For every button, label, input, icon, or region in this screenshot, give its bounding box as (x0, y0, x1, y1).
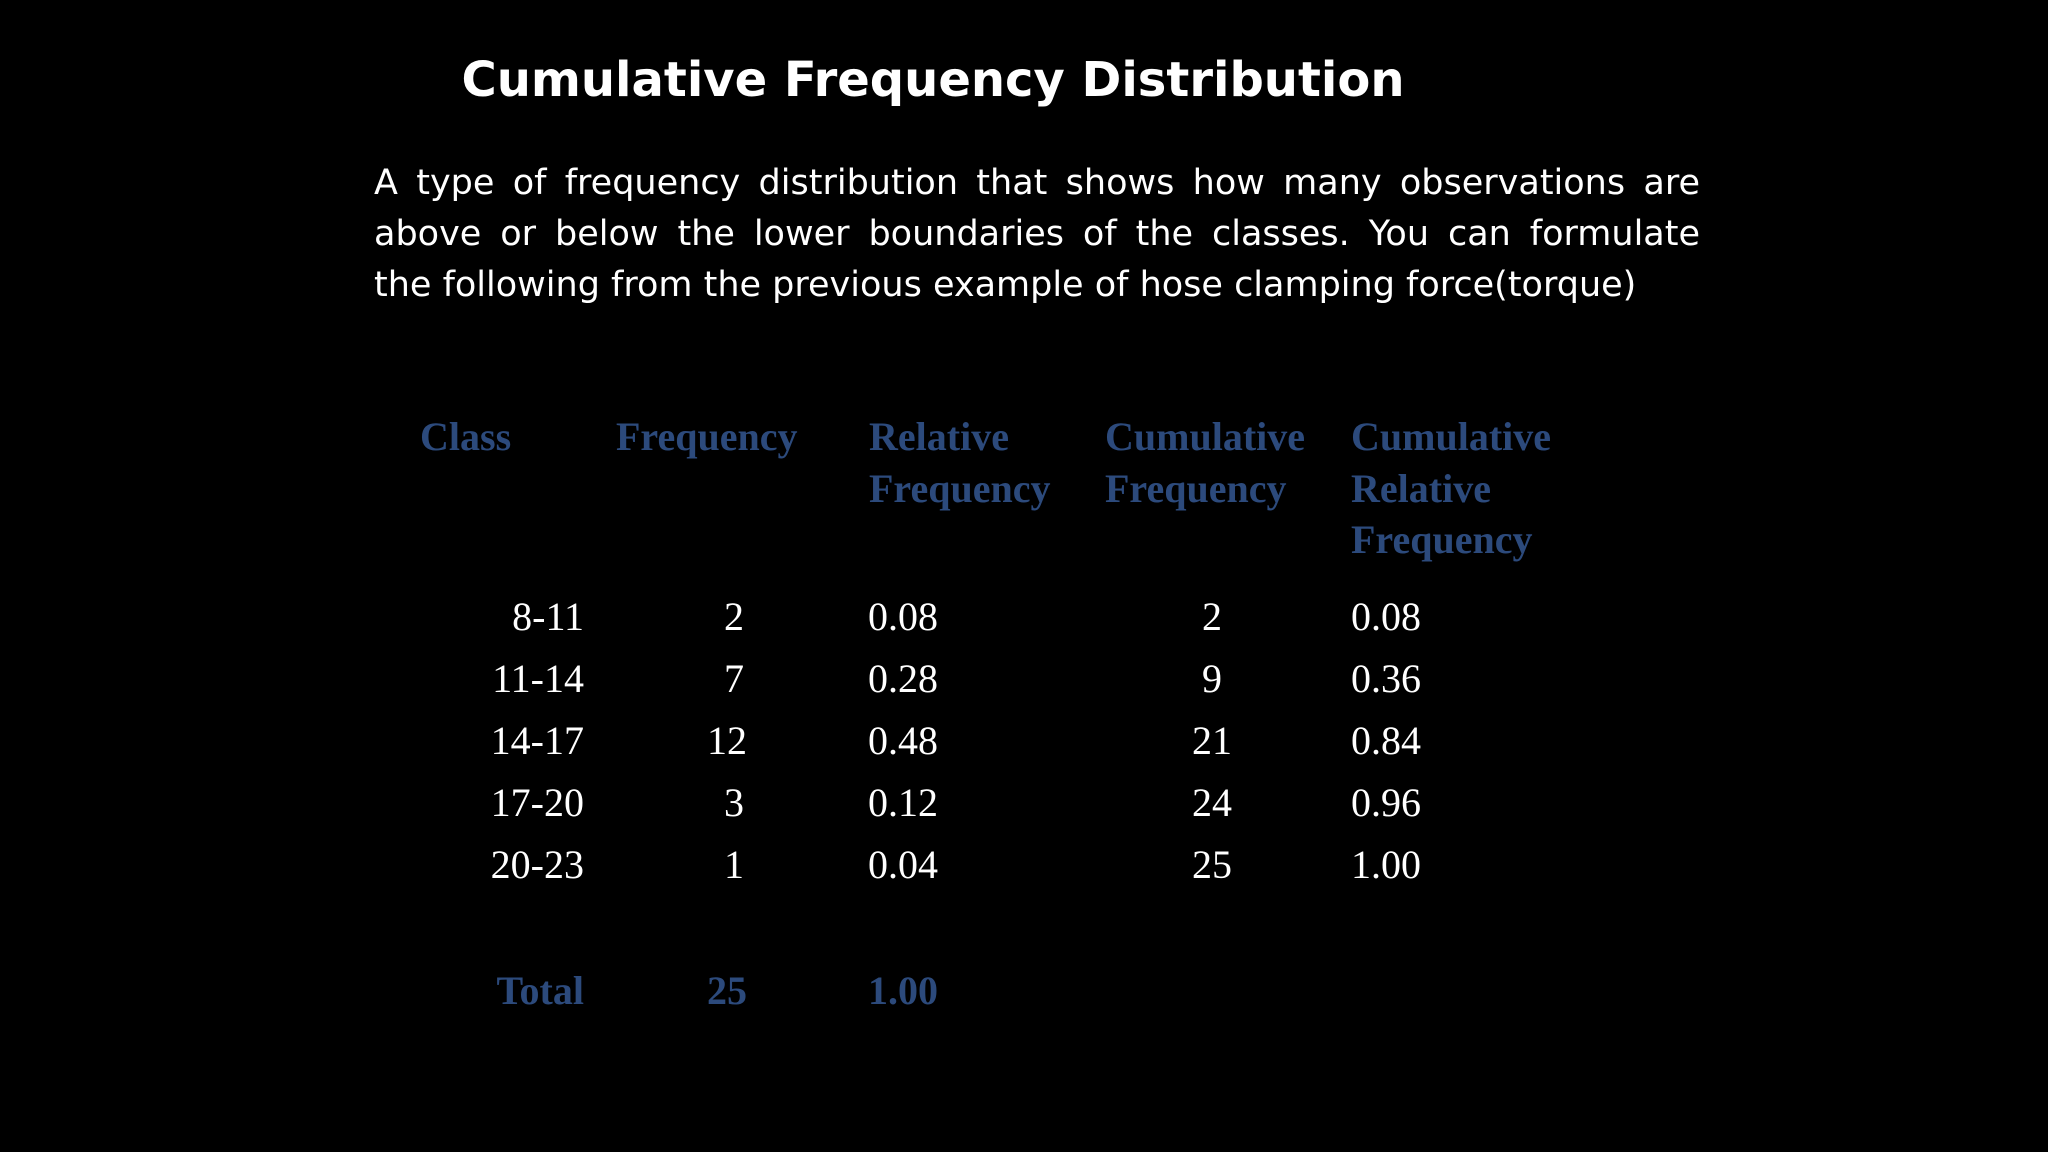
header-cumulative-relative-frequency: Cumulative Relative Frequency (1351, 414, 1551, 562)
cell-relative-frequency: 0.04 (868, 842, 938, 887)
cell-cumulative-relative-frequency: 0.84 (1351, 718, 1421, 763)
total-relative-frequency: 1.00 (868, 968, 938, 1013)
description-paragraph (374, 158, 1700, 311)
cell-relative-frequency: 0.08 (868, 594, 938, 639)
cell-cumulative-frequency: 21 (1192, 718, 1232, 763)
total-frequency: 25 (707, 968, 747, 1013)
cell-class: 14-17 (490, 718, 584, 763)
slide-title: Cumulative Frequency Distribution (461, 52, 1405, 108)
header-class: Class (420, 414, 512, 459)
header-frequency: Frequency (616, 414, 798, 459)
header-cumulative-frequency: Cumulative Frequency (1105, 414, 1305, 511)
cell-cumulative-frequency: 24 (1192, 780, 1232, 825)
cell-relative-frequency: 0.28 (868, 656, 938, 701)
description-line: the following from the previous example of hose clamping force(torque) (374, 265, 1637, 305)
cell-cumulative-frequency: 9 (1202, 656, 1222, 701)
header-relative-frequency: Relative Frequency (869, 414, 1051, 511)
cell-class: 8-11 (512, 594, 584, 639)
cell-frequency: 3 (724, 780, 744, 825)
cell-frequency: 12 (707, 718, 747, 763)
cell-cumulative-relative-frequency: 0.96 (1351, 780, 1421, 825)
total-label: Total (496, 968, 584, 1013)
cell-class: 11-14 (492, 656, 584, 701)
cell-relative-frequency: 0.12 (868, 780, 938, 825)
cell-class: 20-23 (490, 842, 584, 887)
description-line: above or below the lower boundaries of the classes. You can formulate (374, 214, 1700, 254)
description-line: A type of frequency distribution that shows how many observations are (374, 163, 1700, 203)
cell-cumulative-relative-frequency: 0.08 (1351, 594, 1421, 639)
cell-frequency: 2 (724, 594, 744, 639)
cell-frequency: 7 (724, 656, 744, 701)
cell-relative-frequency: 0.48 (868, 718, 938, 763)
cell-cumulative-relative-frequency: 1.00 (1351, 842, 1421, 887)
cell-cumulative-frequency: 25 (1192, 842, 1232, 887)
cell-cumulative-frequency: 2 (1202, 594, 1222, 639)
cell-frequency: 1 (724, 842, 744, 887)
cell-cumulative-relative-frequency: 0.36 (1351, 656, 1421, 701)
cell-class: 17-20 (490, 780, 584, 825)
